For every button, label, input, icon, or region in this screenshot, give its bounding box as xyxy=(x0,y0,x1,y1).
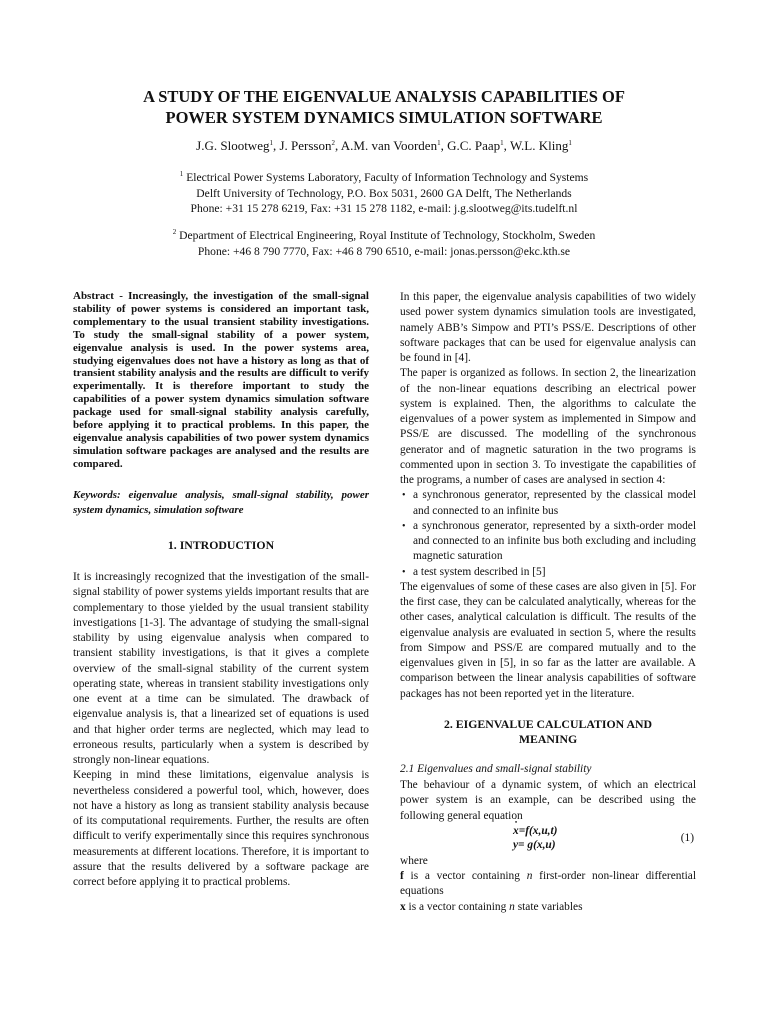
paper-title xyxy=(60,86,708,128)
list-item: • a synchronous generator, represented by a sixth-order model and connected to an infinite bus both excluding and including magnetic saturation xyxy=(400,519,696,565)
author-name: J. Persson xyxy=(279,138,332,153)
body-paragraph-1: In this paper, the eigenvalue analysis capabilities of two widely used power system dynamics simulation tools are investigated, namely ABB’s Simpow and PTI’s PSS/E. Descriptions of other software packages that can be used for eigenvalue analysis can be found in [4]. xyxy=(400,291,696,364)
intro-paragraph-1: It is increasingly recognized that the investigation of the small-signal stability of power systems yields important results that are complementary to those yielded by the usual transient stability investigations [1-3]. The advantage of studying the small-signal stability by using eigenvalue analysis when compared to transient stability investigations, is that it gives a complete overview of the small-signal stability of the current system operating state, whereas in transient stability investigations only one event at a time can be simulated. The drawback of eigenvalue analysis is, that a linearized set of equations is used and that higher order terms are neglected, which may lead to erroneous results, particularly when a system is described by strongly non-linear equations. xyxy=(73,571,369,767)
affiliation-mark: 1 xyxy=(179,170,184,178)
author-name: A.M. van Voorden xyxy=(340,138,438,153)
affiliation-contact: Phone: +46 8 790 7770, Fax: +46 8 790 6510, e-mail: jonas.persson@ekc.kth.se xyxy=(197,244,571,258)
body-paragraph-3: The eigenvalues of some of these cases are also given in [5]. For the first case, they can be calculated analytically, whereas for the other cases, analytical calculation is difficult. The results of the eigenvalue analysis are evaluated in section 5, where the results from Simpow and PSS/E are compared mutually and to the eigenvalues given in [5], in so far as the latter are available. A comparison between the linear analysis capabilities of software packages has not been reported yet in the literature. xyxy=(400,580,696,700)
affiliation-mark: 1 xyxy=(568,139,572,147)
affiliation-contact: Phone: +31 15 278 6219, Fax: +31 15 278 1182, e-mail: j.g.slootweg@its.tudelft.nl xyxy=(190,202,578,216)
eq-line-2: y= g(x,u) xyxy=(513,838,556,851)
author-list: J.G. Slootweg$^1$, J. Persson$^2$, A.M. van Voorden$^1$, G.C. Paap$^1$, W.L. Kling$^1$ xyxy=(196,138,572,153)
subsection-heading: 2.1 Eigenvalues and small-signal stability xyxy=(400,762,592,775)
intro-paragraph-2: Keeping in mind these limitations, eigenvalue analysis is nevertheless considered a powerful tool, which, however, does not have a history as long as transient stability analysis because of its computational requirements. Further, the results are often difficult to verify experimentally since this requires synchronous measurements at different locations. Therefore, it is important to assure that the results delivered by a software package are correct before applying it to practical problems. xyxy=(73,769,369,889)
author-name: G.C. Paap xyxy=(447,138,501,153)
list-item: • a test system described in [5] xyxy=(400,565,696,580)
affiliation-mark: 2 xyxy=(331,139,335,147)
left-column xyxy=(73,290,369,890)
eq-line-1: =f(x,u,t) xyxy=(518,824,558,837)
where-text: where xyxy=(400,854,428,867)
abstract: Abstract - Increasingly, the investigation of the small-signal stability of power systems is considered an important task, complementary to the usual transient stability investigations. To study the small-signal stability of a power system, eigenvalue analysis is used. In the power systems area, studying eigenvalues does not have a history as long as that of transient stability analysis and the results are difficult to verify experimentally. It is therefore important to study the capabilities of a power system dynamics simulation software package used for small-signal stability analysis carefully, before applying it to practical problems. In this paper, the eigenvalue analysis capabilities of two power system dynamics simulation software packages are analysed and the results are compared. xyxy=(73,290,369,470)
affiliation-mark: 1 xyxy=(437,139,441,147)
title-line-2: POWER SYSTEM DYNAMICS SIMULATION SOFTWARE xyxy=(165,108,603,127)
affiliation-1 xyxy=(60,170,708,217)
section-heading-eigenvalue: 2. EIGENVALUE CALCULATION AND MEANING xyxy=(443,716,652,747)
author-name: J.G. Slootweg xyxy=(196,138,270,153)
keywords: Keywords: eigenvalue analysis, small-signal stability, power system dynamics, simulation software xyxy=(73,488,369,516)
section2-paragraph-1: The behaviour of a dynamic system, of which an electrical power system is an example, can be described using the following general equation xyxy=(400,779,696,822)
case-list xyxy=(400,488,696,580)
definition-x: x is a vector containing n state variables xyxy=(400,900,583,913)
affiliation-2 xyxy=(60,228,708,259)
title-line-1: A STUDY OF THE EIGENVALUE ANALYSIS CAPABILITIES OF xyxy=(143,87,625,106)
affiliation-mark: 2 xyxy=(172,228,177,236)
right-column xyxy=(400,290,696,915)
section-heading-introduction: 1. INTRODUCTION xyxy=(167,537,275,552)
affiliation-line: Department of Electrical Engineering, Royal Institute of Technology, Stockholm, Sweden xyxy=(179,229,596,242)
author-name: W.L. Kling xyxy=(509,138,569,153)
eq-state-derivative: x • xyxy=(513,825,519,837)
list-item: • a synchronous generator, represented by the classical model and connected to an infinite bus xyxy=(400,488,696,519)
equation-1 xyxy=(400,824,696,854)
affiliation-mark: 1 xyxy=(500,139,504,147)
affiliation-mark: 1 xyxy=(269,139,273,147)
affiliation-line: Delft University of Technology, P.O. Box 5031, 2600 GA Delft, The Netherlands xyxy=(196,186,572,200)
body-paragraph-2: The paper is organized as follows. In section 2, the linearization of the non-linear equations describing an electrical power system is explained. Then, the algorithms to calculate the eigenvalues of a power system as implemented in Simpow and PSS/E are discussed. The modelling of the synchronous generator and of magnetic saturation in the two programs is commented upon in section 3. To investigate the capabilities of the programs, a number of cases are analysed in section 4: xyxy=(400,367,696,486)
affiliation-line: Electrical Power Systems Laboratory, Faculty of Information Technology and Systems xyxy=(186,171,589,184)
equation-number: (1) xyxy=(680,831,694,844)
definition-f: f is a vector containing n first-order non-linear differential equations xyxy=(400,870,696,898)
